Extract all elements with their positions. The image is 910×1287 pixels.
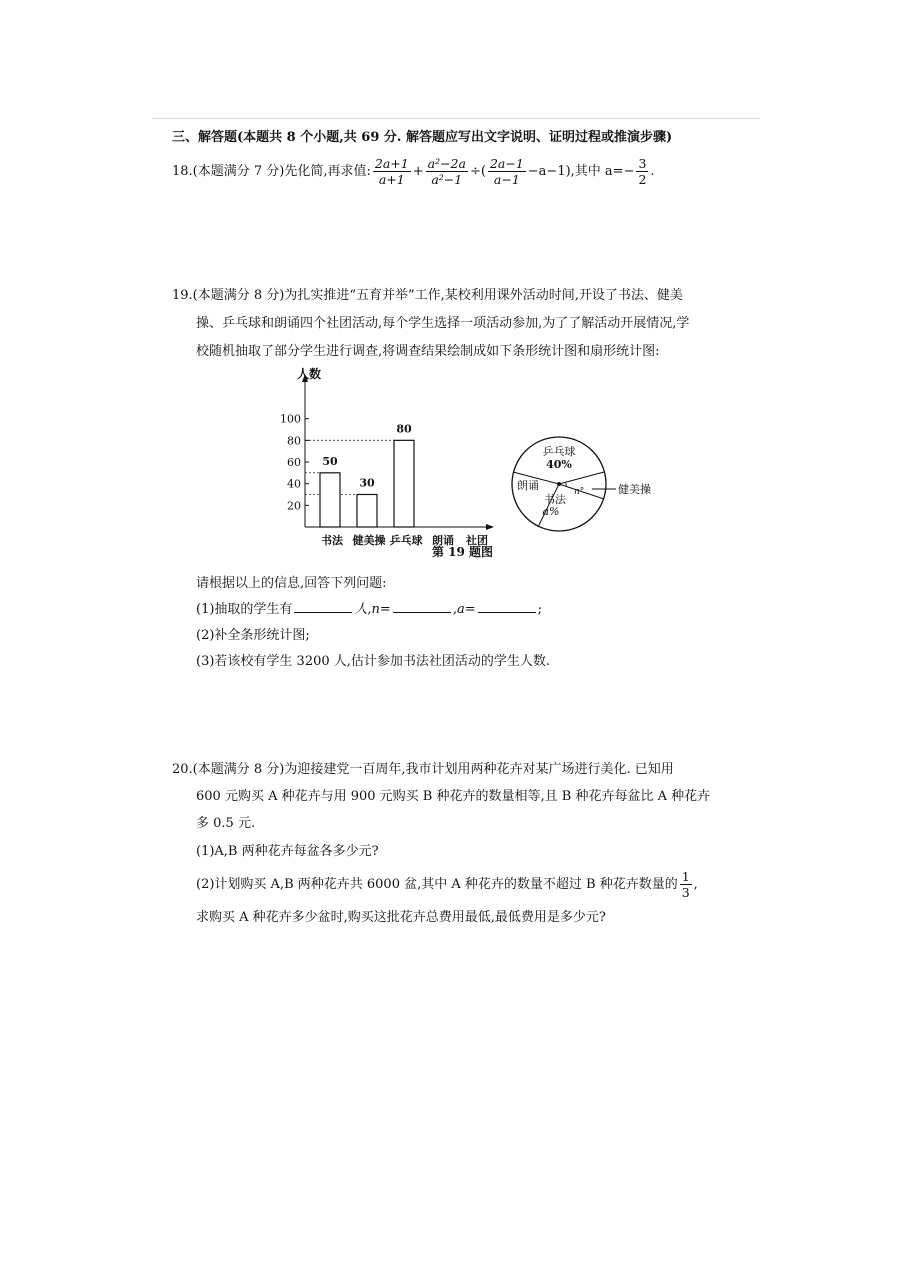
q20-line-3: 多 0.5 元. xyxy=(196,816,256,831)
bars xyxy=(320,422,414,527)
bar-chart xyxy=(280,366,494,547)
q19-prompt: 请根据以上的信息,回答下列问题: xyxy=(196,576,387,591)
q19-sub1-text-b: 人,n= xyxy=(354,602,391,617)
q20-sub-2-continued: 求购买 A 种花卉多少盆时,购买这批花卉总费用最低,最低费用是多少元? xyxy=(196,910,606,925)
q20-sub-1: (1)A,B 两种花卉每盆各多少元? xyxy=(196,844,379,859)
q18-fraction-3 xyxy=(488,157,526,186)
pie-label-recitation: 朗诵 xyxy=(517,479,539,492)
q18-f1-denominator: a+1 xyxy=(378,172,405,188)
pie-value-calligraphy: a% xyxy=(542,505,560,518)
q20-sub2-end: , xyxy=(693,877,698,893)
q18-f4-numerator: 3 xyxy=(638,156,647,171)
q20-line-1: 20.(本题满分 8 分)为迎接建党一百周年,我市计划用两种花卉对某广场进行美化. 已知用 xyxy=(172,762,674,777)
q20-sub2-text: (2)计划购买 A,B 两种花卉共 6000 盆,其中 A 种花卉的数量不超过 B 种花卉数量的 xyxy=(196,877,678,893)
y-tick-label: 40 xyxy=(287,477,301,491)
pie-chart xyxy=(512,437,651,531)
x-tick-label: 乒乓球 xyxy=(389,534,423,547)
q18-fraction-2 xyxy=(426,157,468,186)
y-tick-label: 80 xyxy=(287,434,301,448)
q18-f3-numerator: 2a−1 xyxy=(489,156,524,171)
answer-blank-students[interactable] xyxy=(294,600,352,613)
q18-divide: ÷( xyxy=(469,164,486,180)
pie-value-pingpong: 40% xyxy=(546,458,572,471)
y-axis-label: 人数 xyxy=(297,367,322,381)
y-tick-label: 20 xyxy=(287,499,301,513)
q18-f2-numerator: a²−2a xyxy=(427,156,466,171)
q19-sub1-text-a: (1)抽取的学生有 xyxy=(196,602,293,617)
figure-caption: 第 19 题图 xyxy=(432,545,494,559)
page-top-rule xyxy=(152,118,760,119)
bar-0 xyxy=(320,473,340,527)
q19-sub-1 xyxy=(196,598,542,617)
q18-f4-denominator: 2 xyxy=(638,172,647,188)
q18-fraction-1 xyxy=(373,157,411,186)
q20-line-2: 600 元购买 A 种花卉与用 900 元购买 B 种花卉的数量相等,且 B 种花卉每盆比 A 种花卉 xyxy=(196,789,711,804)
q18-f2-denominator: a²−1 xyxy=(431,172,463,188)
x-axis-arrow xyxy=(486,524,494,530)
q19-line-2: 操、乒乓球和朗诵四个社团活动,每个学生选择一项活动参加,为了了解活动开展情况,学 xyxy=(196,316,690,331)
q18-tail: −a−1),其中 a=− xyxy=(527,164,635,180)
q19-sub-2: (2)补全条形统计图; xyxy=(196,628,310,643)
q19-line-3: 校随机抽取了部分学生进行调查,将调查结果绘制成如下条形统计图和扇形统计图: xyxy=(196,344,660,359)
bar-2 xyxy=(394,440,414,527)
q20-fraction-denominator: 3 xyxy=(681,885,690,901)
x-axis-label: 社团 xyxy=(466,534,488,547)
x-tick-label: 朗诵 xyxy=(432,534,454,547)
pie-value-aerobics: n° xyxy=(574,487,585,497)
x-tick-label: 书法 xyxy=(321,534,343,547)
bar-value-label: 30 xyxy=(359,476,375,490)
answer-blank-a[interactable] xyxy=(478,600,536,613)
question-18 xyxy=(172,157,655,186)
pie-divider-right xyxy=(559,472,604,484)
bar-value-label: 50 xyxy=(322,454,338,468)
q20-fraction-numerator: 1 xyxy=(681,869,690,884)
q18-end: . xyxy=(650,164,655,180)
section-heading: 三、解答题(本题共 8 个小题,共 69 分. 解答题应写出文字说明、证明过程或推演步骤) xyxy=(172,130,673,145)
q19-sub-3: (3)若该校有学生 3200 人,估计参加书法社团活动的学生人数. xyxy=(196,654,551,669)
q20-sub-2 xyxy=(196,870,698,899)
y-tick-label: 60 xyxy=(287,456,301,469)
y-tick-label: 100 xyxy=(280,412,301,426)
q18-f1-numerator: 2a+1 xyxy=(374,156,409,171)
pie-label-calligraphy: 书法 xyxy=(544,493,566,506)
bar-value-label: 80 xyxy=(396,422,412,436)
pie-label-pingpong: 乒乓球 xyxy=(542,445,576,458)
bar-1 xyxy=(357,495,377,528)
q20-fraction xyxy=(680,870,692,899)
q19-line-1: 19.(本题满分 8 分)为扎实推进“五育并举”工作,某校利用课外活动时间,开设了书法、健美 xyxy=(172,288,683,303)
dashed-guides xyxy=(305,440,394,494)
q19-sub1-text-c: ,a= xyxy=(452,602,476,617)
q19-figure xyxy=(270,362,670,567)
x-tick-label: 健美操 xyxy=(352,534,386,547)
answer-blank-n[interactable] xyxy=(393,600,451,613)
q18-fraction-4 xyxy=(636,157,648,186)
q18-plus: + xyxy=(412,164,424,180)
pie-center xyxy=(557,482,561,486)
q19-sub1-text-d: ; xyxy=(537,602,542,617)
pie-label-aerobics: 健美操 xyxy=(618,483,651,496)
q18-f3-denominator: a−1 xyxy=(493,172,520,188)
q18-lead: 18.(本题满分 7 分)先化简,再求值: xyxy=(172,164,371,180)
